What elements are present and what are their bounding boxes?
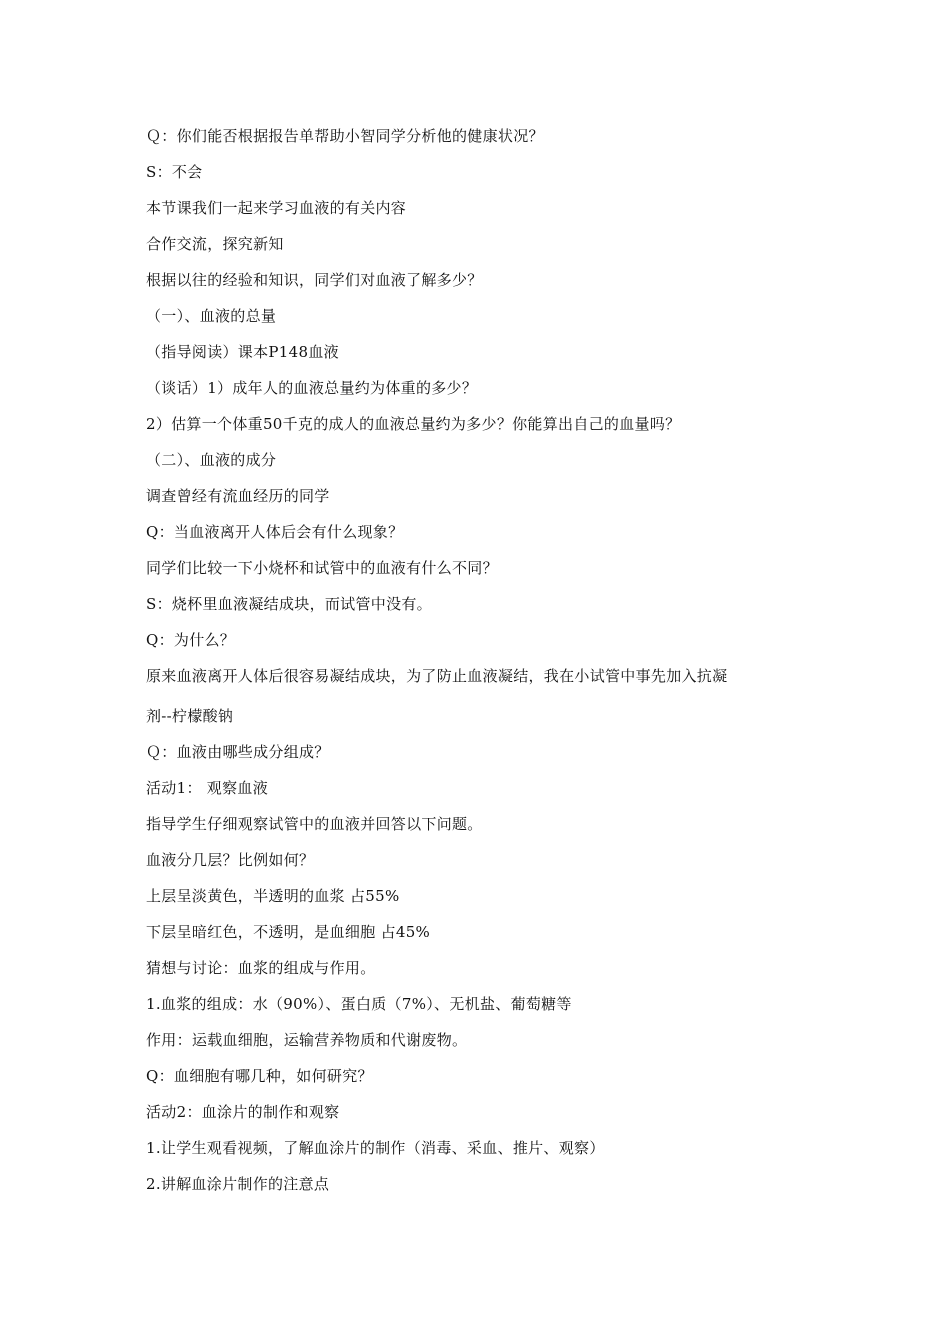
text-line: 活动1： 观察血液	[146, 779, 269, 797]
text-line: （指导阅读）课本P148血液	[146, 343, 339, 361]
text-line: 合作交流，探究新知	[146, 235, 284, 253]
text-line: Q：血细胞有哪几种，如何研究？	[146, 1067, 373, 1085]
text-line: 指导学生仔细观察试管中的血液并回答以下问题。	[146, 815, 483, 833]
text-line: 同学们比较一下小烧杯和试管中的血液有什么不同？	[146, 559, 498, 577]
text-line: 根据以往的经验和知识，同学们对血液了解多少？	[146, 271, 483, 289]
text-line: Q：为什么？	[146, 631, 236, 649]
text-line: （一）、血液的总量	[146, 307, 277, 325]
text-line: Ｑ：血液由哪些成分组成？	[146, 743, 330, 761]
text-line: 原来血液离开人体后很容易凝结成块，为了防止血液凝结，我在小试管中事先加入抗凝	[146, 667, 728, 685]
text-line: 活动2：血涂片的制作和观察	[146, 1103, 340, 1121]
text-line: Ｑ：你们能否根据报告单帮助小智同学分析他的健康状况？	[146, 127, 544, 145]
text-line: 血液分几层？比例如何？	[146, 851, 315, 869]
text-line: （二）、血液的成分	[146, 451, 277, 469]
text-line: S：烧杯里血液凝结成块，而试管中没有。	[146, 595, 432, 613]
text-line: 1.让学生观看视频，了解血涂片的制作（消毒、采血、推片、观察）	[146, 1139, 605, 1157]
text-line: 剂--柠檬酸钠	[146, 707, 234, 725]
text-line: 作用：运载血细胞，运输营养物质和代谢废物。	[146, 1031, 468, 1049]
text-line: 调查曾经有流血经历的同学	[146, 487, 330, 505]
text-line: Q：当血液离开人体后会有什么现象？	[146, 523, 404, 541]
text-line: 上层呈淡黄色，半透明的血浆 占55%	[146, 887, 400, 905]
text-line: 1.血浆的组成：水（90%）、蛋白质（7%）、无机盐、葡萄糖等	[146, 995, 572, 1013]
text-line: 2）估算一个体重50千克的成人的血液总量约为多少？你能算出自己的血量吗？	[146, 415, 681, 433]
text-line: 2.讲解血涂片制作的注意点	[146, 1175, 330, 1193]
text-line: S：不会	[146, 163, 203, 181]
text-line: （谈话）1）成年人的血液总量约为体重的多少？	[146, 379, 478, 397]
text-line: 下层呈暗红色，不透明，是血细胞 占45%	[146, 923, 431, 941]
text-line: 猜想与讨论：血浆的组成与作用。	[146, 959, 376, 977]
text-line: 本节课我们一起来学习血液的有关内容	[146, 199, 407, 217]
